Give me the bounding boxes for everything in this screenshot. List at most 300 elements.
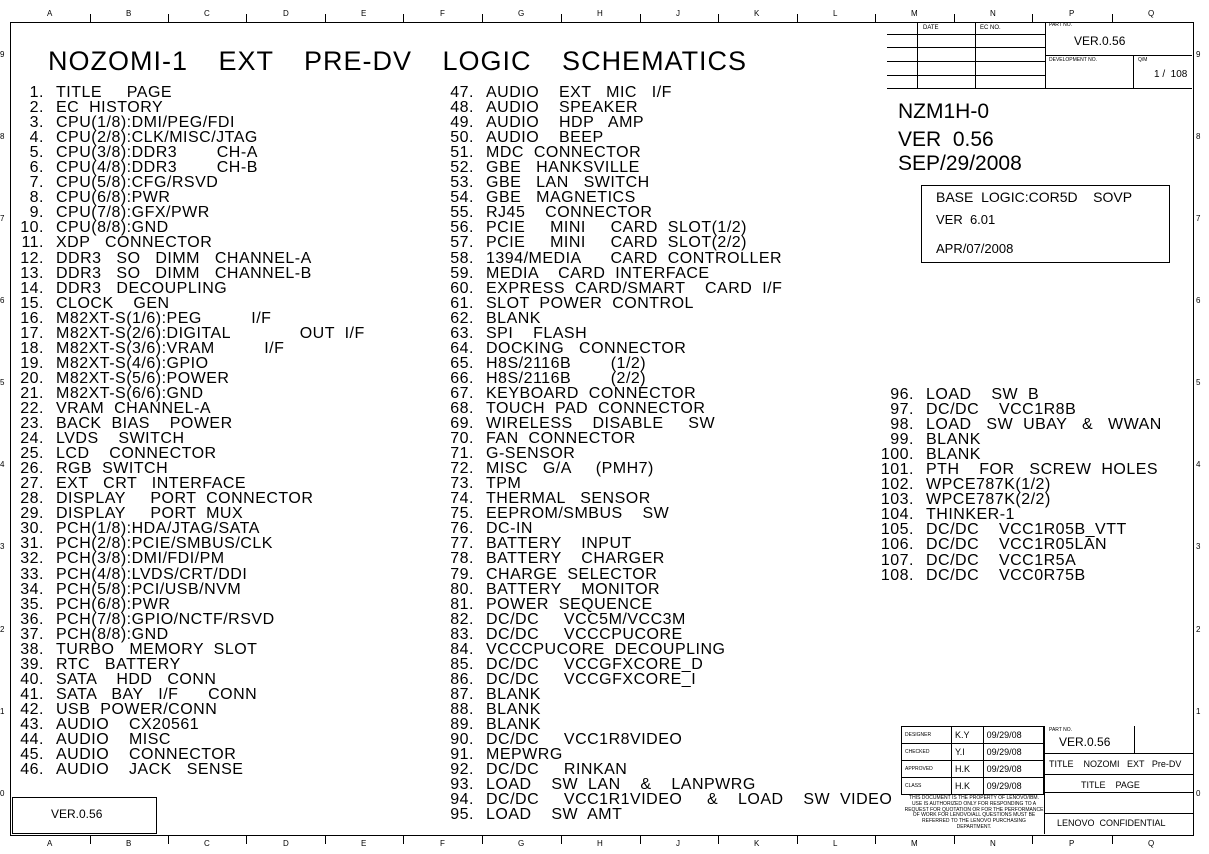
toc-entry-number: 11. bbox=[21, 234, 44, 252]
toc-entry-number: 14. bbox=[20, 279, 44, 297]
toc-entry-number: 32. bbox=[20, 550, 44, 568]
toc-entry-number: 24. bbox=[20, 430, 44, 448]
toc-entry-title: BATTERY MONITOR bbox=[486, 580, 661, 598]
toc-entry-title: VRAM CHANNEL-A bbox=[56, 399, 212, 417]
toc-entry bbox=[438, 807, 892, 822]
toc-entry-title: DC-IN bbox=[486, 520, 533, 538]
ec-header: EC NO. bbox=[980, 25, 1001, 31]
toc-entry-title: AUDIO CONNECTOR bbox=[56, 746, 237, 764]
toc-entry bbox=[870, 387, 1162, 402]
zone-row-label: 1 bbox=[0, 707, 5, 716]
toc-entry-number: 63. bbox=[450, 324, 474, 342]
toc-entry-title: CLOCK GEN bbox=[56, 294, 170, 312]
version-text: VER 0.56 bbox=[898, 128, 994, 151]
toc-entry bbox=[10, 446, 365, 461]
toc-entry bbox=[438, 386, 892, 401]
toc-entry bbox=[870, 522, 1162, 537]
toc-entry-title: DC/DC VCC1R05B_VTT bbox=[926, 521, 1127, 539]
zone-row-label: 7 bbox=[0, 214, 5, 223]
toc-entry-number: 44. bbox=[20, 731, 44, 749]
zone-row-label: 2 bbox=[1196, 625, 1201, 634]
toc-entry-title: TURBO MEMORY SLOT bbox=[56, 640, 258, 658]
toc-entry-number: 108. bbox=[880, 566, 914, 584]
toc-entry bbox=[438, 612, 892, 627]
toc-entry bbox=[10, 551, 365, 566]
toc-entry-title: M82XT-S(3/6):VRAM I/F bbox=[56, 339, 285, 357]
zone-tick bbox=[875, 836, 876, 844]
toc-entry-number: 46. bbox=[20, 761, 44, 779]
toc-entry bbox=[10, 582, 365, 597]
toc-entry-number: 38. bbox=[20, 640, 44, 658]
zone-column-label: B bbox=[126, 9, 132, 18]
toc-entry-title: PCH(1/8):HDA/JTAG/SATA bbox=[56, 520, 260, 538]
toc-entry-title: SATA HDD CONN bbox=[56, 670, 217, 688]
toc-entry-number: 4. bbox=[29, 129, 44, 147]
toc-entry-number: 95. bbox=[450, 806, 474, 824]
toc-entry bbox=[10, 476, 365, 491]
zone-tick bbox=[640, 14, 641, 22]
toc-entry-number: 69. bbox=[450, 415, 474, 433]
toc-entry-number: 96. bbox=[890, 386, 914, 403]
toc-entry-number: 39. bbox=[20, 655, 44, 673]
toc-entry-title: DC/DC RINKAN bbox=[486, 761, 628, 779]
toc-entry bbox=[10, 326, 365, 341]
toc-entry-title: BATTERY INPUT bbox=[486, 535, 632, 553]
toc-entry-number: 90. bbox=[450, 731, 474, 749]
zone-tick bbox=[90, 14, 91, 22]
zone-column-label: Q bbox=[1148, 9, 1155, 18]
zone-column-label: G bbox=[518, 839, 525, 848]
zone-tick bbox=[954, 836, 955, 844]
toc-entry-title: EEPROM/SMBUS SW bbox=[486, 505, 670, 523]
toc-entry-number: 29. bbox=[20, 505, 44, 523]
toc-entry bbox=[438, 341, 892, 356]
zone-tick bbox=[1032, 836, 1033, 844]
toc-entry-number: 77. bbox=[450, 535, 474, 553]
zone-columns-bottom bbox=[10, 836, 1194, 850]
toc-entry-number: 47. bbox=[450, 84, 474, 101]
zone-column-label: N bbox=[990, 839, 996, 848]
zone-tick bbox=[718, 14, 719, 22]
zone-columns-top bbox=[10, 6, 1194, 20]
toc-entry-title: CHARGE SELECTOR bbox=[486, 565, 658, 583]
date-header: DATE bbox=[923, 25, 939, 31]
toc-entry-title: VCCCPUCORE DECOUPLING bbox=[486, 640, 726, 658]
toc-entry bbox=[438, 642, 892, 657]
toc-entry bbox=[438, 777, 892, 792]
toc-entry-number: 105. bbox=[880, 521, 914, 539]
toc-entry-number: 81. bbox=[450, 595, 474, 613]
toc-entry bbox=[438, 371, 892, 386]
toc-entry-number: 75. bbox=[450, 505, 474, 523]
toc-entry-title: SATA BAY I/F CONN bbox=[56, 685, 258, 703]
toc-entry-number: 45. bbox=[20, 746, 44, 764]
zone-column-label: D bbox=[283, 839, 289, 848]
zone-row-label: 5 bbox=[0, 378, 5, 387]
toc-entry-number: 30. bbox=[20, 520, 44, 538]
dev-no-label: DEVELOPMENT NO. bbox=[1049, 57, 1097, 63]
toc-entry-title: DDR3 SO DIMM CHANNEL-A bbox=[56, 249, 312, 267]
approval-row bbox=[902, 744, 1044, 761]
zone-column-label: E bbox=[361, 839, 367, 848]
tb-title-page: TITLE PAGE bbox=[1081, 780, 1140, 790]
toc-entry bbox=[438, 311, 892, 326]
date-text: SEP/29/2008 bbox=[898, 152, 1022, 175]
zone-column-label: M bbox=[911, 839, 918, 848]
toc-entry-title: AUDIO MISC bbox=[56, 731, 171, 749]
toc-entry-title: PCIE MINI CARD SLOT(1/2) bbox=[486, 219, 747, 237]
toc-entry bbox=[438, 657, 892, 672]
toc-entry bbox=[10, 627, 365, 642]
toc-entry bbox=[438, 296, 892, 311]
tb-part-no-label: PART NO. bbox=[1049, 727, 1073, 733]
approval-name: H.K bbox=[951, 761, 983, 778]
toc-entry-number: 68. bbox=[450, 399, 474, 417]
toc-entry-number: 104. bbox=[880, 506, 914, 524]
toc-entry-title: DC/DC VCC1R5A bbox=[926, 551, 1077, 569]
toc-entry-number: 102. bbox=[880, 476, 914, 494]
zone-tick bbox=[718, 836, 719, 844]
approval-date: 09/29/08 bbox=[983, 727, 1043, 744]
toc-entry bbox=[438, 521, 892, 536]
toc-entry bbox=[870, 553, 1162, 568]
toc-entry-number: 103. bbox=[880, 491, 914, 509]
toc-entry bbox=[10, 416, 365, 431]
toc-entry-title: AUDIO JACK SENSE bbox=[56, 761, 244, 779]
toc-entry bbox=[870, 447, 1162, 462]
toc-entry bbox=[438, 446, 892, 461]
toc-entry-title: M82XT-S(4/6):GPIO bbox=[56, 354, 209, 372]
toc-entry-title: PCH(3/8):DMI/FDI/PM bbox=[56, 550, 225, 568]
toc-entry-title: FAN CONNECTOR bbox=[486, 430, 636, 448]
zone-tick bbox=[640, 836, 641, 844]
toc-entry-title: CPU(6/8):PWR bbox=[56, 189, 171, 207]
approval-role: APPROVED bbox=[902, 761, 952, 778]
toc-entry bbox=[438, 687, 892, 702]
zone-column-label: P bbox=[1069, 9, 1075, 18]
toc-entry bbox=[10, 702, 365, 717]
toc-entry-number: 93. bbox=[450, 776, 474, 794]
zone-tick bbox=[325, 14, 326, 22]
toc-entry bbox=[10, 190, 365, 205]
confidential-label: LENOVO CONFIDENTIAL bbox=[1057, 818, 1166, 828]
toc-entry bbox=[438, 266, 892, 281]
toc-entry bbox=[870, 462, 1162, 477]
zone-column-label: L bbox=[833, 9, 838, 18]
toc-entry bbox=[438, 702, 892, 717]
model-id: NZM1H-0 bbox=[898, 100, 990, 123]
version-box-text: VER.0.56 bbox=[51, 807, 103, 821]
zone-row-label: 3 bbox=[1196, 542, 1201, 551]
toc-entry bbox=[870, 507, 1162, 522]
toc-entry bbox=[10, 205, 365, 220]
toc-entry-number: 73. bbox=[450, 475, 474, 493]
toc-entry-title: CPU(4/8):DDR3 CH-B bbox=[56, 159, 258, 177]
zone-tick bbox=[90, 836, 91, 844]
toc-entry bbox=[438, 597, 892, 612]
version-box bbox=[12, 797, 157, 834]
toc-entry-number: 82. bbox=[450, 610, 474, 628]
toc-entry-title: MEPWRG bbox=[486, 746, 563, 764]
toc-column-3 bbox=[870, 387, 1162, 583]
qm-label: Q/M bbox=[1138, 57, 1148, 63]
toc-column-2 bbox=[438, 85, 892, 822]
toc-entry-number: 86. bbox=[450, 670, 474, 688]
toc-entry-title: DC/DC VCCGFXCORE_I bbox=[486, 670, 697, 688]
toc-entry-number: 52. bbox=[450, 159, 474, 177]
zone-row-label: 4 bbox=[0, 460, 5, 469]
toc-entry-number: 99. bbox=[890, 431, 914, 449]
toc-entry-number: 101. bbox=[880, 461, 914, 479]
toc-entry-number: 12. bbox=[20, 249, 44, 267]
toc-entry bbox=[870, 432, 1162, 447]
toc-entry-title: CPU(3/8):DDR3 CH-A bbox=[56, 144, 258, 162]
toc-entry-number: 67. bbox=[450, 384, 474, 402]
zone-column-label: L bbox=[833, 839, 838, 848]
toc-entry-title: CPU(1/8):DMI/PEG/FDI bbox=[56, 114, 235, 132]
approval-role: CHECKED bbox=[902, 744, 952, 761]
toc-entry-title: DC/DC VCCCPUCORE bbox=[486, 625, 683, 643]
toc-entry bbox=[438, 627, 892, 642]
toc-entry-title: BACK BIAS POWER bbox=[56, 415, 233, 433]
zone-column-label: P bbox=[1069, 839, 1075, 848]
zone-tick bbox=[797, 14, 798, 22]
toc-entry-title: DDR3 SO DIMM CHANNEL-B bbox=[56, 264, 312, 282]
toc-entry bbox=[438, 476, 892, 491]
approval-row bbox=[902, 727, 1044, 744]
toc-entry-title: THERMAL SENSOR bbox=[486, 490, 651, 508]
toc-entry bbox=[438, 85, 892, 100]
toc-entry-title: DC/DC VCC1R8VIDEO bbox=[486, 731, 683, 749]
approval-role: DESIGNER bbox=[902, 727, 952, 744]
toc-entry-number: 79. bbox=[450, 565, 474, 583]
toc-entry bbox=[10, 296, 365, 311]
toc-entry-title: EC HISTORY bbox=[56, 99, 164, 117]
toc-entry-title: SPI FLASH bbox=[486, 324, 588, 342]
toc-entry-title: LVDS SWITCH bbox=[56, 430, 185, 448]
toc-entry-title: WIRELESS DISABLE SW bbox=[486, 415, 716, 433]
toc-entry-number: 9. bbox=[29, 204, 44, 222]
toc-entry-number: 60. bbox=[450, 279, 474, 297]
toc-entry-number: 20. bbox=[20, 369, 44, 387]
approval-row bbox=[902, 778, 1044, 795]
toc-entry-title: MISC G/A (PMH7) bbox=[486, 460, 654, 478]
toc-entry-number: 43. bbox=[20, 715, 44, 733]
base-logic: BASE LOGIC:COR5D SOVP bbox=[936, 189, 1133, 205]
toc-entry-title: CPU(5/8):CFG/RSVD bbox=[56, 174, 219, 192]
toc-entry-number: 106. bbox=[880, 536, 914, 554]
toc-entry bbox=[10, 612, 365, 627]
toc-entry-number: 41. bbox=[20, 685, 44, 703]
toc-entry bbox=[10, 521, 365, 536]
toc-entry-number: 76. bbox=[450, 520, 474, 538]
toc-column-1 bbox=[10, 85, 365, 777]
toc-entry bbox=[438, 567, 892, 582]
toc-entry bbox=[438, 536, 892, 551]
toc-entry-title: DISPLAY PORT CONNECTOR bbox=[56, 490, 314, 508]
toc-entry bbox=[10, 100, 365, 115]
toc-entry-number: 70. bbox=[450, 430, 474, 448]
toc-entry-number: 91. bbox=[450, 746, 474, 764]
toc-entry-number: 6. bbox=[29, 159, 44, 177]
toc-entry-title: EXPRESS CARD/SMART CARD I/F bbox=[486, 279, 783, 297]
toc-entry bbox=[10, 506, 365, 521]
zone-tick bbox=[797, 836, 798, 844]
approval-date: 09/29/08 bbox=[983, 761, 1043, 778]
toc-entry-title: PTH FOR SCREW HOLES bbox=[926, 461, 1159, 479]
toc-entry-number: 36. bbox=[20, 610, 44, 628]
toc-entry bbox=[10, 371, 365, 386]
zone-row-label: 2 bbox=[0, 625, 5, 634]
toc-entry-number: 65. bbox=[450, 354, 474, 372]
toc-entry bbox=[438, 506, 892, 521]
toc-entry bbox=[10, 115, 365, 130]
toc-entry bbox=[10, 717, 365, 732]
toc-entry bbox=[10, 145, 365, 160]
toc-entry-number: 84. bbox=[450, 640, 474, 658]
toc-entry bbox=[10, 687, 365, 702]
toc-entry bbox=[10, 235, 365, 250]
toc-entry-number: 31. bbox=[20, 535, 44, 553]
base-version: VER 6.01 bbox=[936, 212, 996, 227]
toc-entry-number: 17. bbox=[20, 324, 44, 342]
toc-entry-number: 2. bbox=[29, 99, 44, 117]
toc-entry bbox=[870, 568, 1162, 583]
toc-entry-number: 83. bbox=[450, 625, 474, 643]
toc-entry-number: 61. bbox=[450, 294, 474, 312]
toc-entry-title: BLANK bbox=[486, 685, 541, 703]
toc-entry-number: 19. bbox=[20, 354, 44, 372]
zone-tick bbox=[1032, 14, 1033, 22]
toc-entry-number: 97. bbox=[890, 401, 914, 419]
toc-entry-number: 53. bbox=[450, 174, 474, 192]
toc-entry bbox=[10, 311, 365, 326]
toc-entry-number: 18. bbox=[20, 339, 44, 357]
zone-column-label: J bbox=[676, 839, 680, 848]
toc-entry-title: BLANK bbox=[486, 715, 541, 733]
toc-entry-number: 42. bbox=[20, 700, 44, 718]
toc-entry-number: 13. bbox=[20, 264, 44, 282]
toc-entry-number: 71. bbox=[450, 445, 474, 463]
toc-entry-title: DISPLAY PORT MUX bbox=[56, 505, 244, 523]
zone-row-label: 0 bbox=[0, 789, 5, 798]
zone-tick bbox=[246, 836, 247, 844]
toc-entry bbox=[10, 567, 365, 582]
toc-entry bbox=[438, 491, 892, 506]
toc-entry bbox=[10, 160, 365, 175]
approval-row bbox=[902, 761, 1044, 778]
toc-entry-title: LOAD SW LAN & LANPWRG bbox=[486, 776, 756, 794]
toc-entry-number: 56. bbox=[450, 219, 474, 237]
approval-date: 09/29/08 bbox=[983, 778, 1043, 795]
toc-entry-number: 107. bbox=[880, 551, 914, 569]
toc-entry bbox=[10, 281, 365, 296]
toc-entry-number: 57. bbox=[450, 234, 474, 252]
toc-entry-title: LOAD SW AMT bbox=[486, 806, 623, 824]
toc-entry bbox=[10, 657, 365, 672]
toc-entry-title: M82XT-S(2/6):DIGITAL OUT I/F bbox=[56, 324, 365, 342]
toc-entry-number: 51. bbox=[450, 144, 474, 162]
toc-entry bbox=[10, 220, 365, 235]
toc-entry-title: G-SENSOR bbox=[486, 445, 576, 463]
toc-entry bbox=[438, 220, 892, 235]
toc-entry-number: 58. bbox=[450, 249, 474, 267]
approval-date: 09/29/08 bbox=[983, 744, 1043, 761]
approval-name: H.K bbox=[951, 778, 983, 795]
zone-tick bbox=[403, 14, 404, 22]
toc-entry bbox=[438, 401, 892, 416]
zone-tick bbox=[482, 14, 483, 22]
toc-entry-title: SLOT POWER CONTROL bbox=[486, 294, 694, 312]
toc-entry-number: 80. bbox=[450, 580, 474, 598]
toc-entry-number: 72. bbox=[450, 460, 474, 478]
toc-entry-title: PCIE MINI CARD SLOT(2/2) bbox=[486, 234, 747, 252]
zone-column-label: A bbox=[47, 9, 53, 18]
toc-entry-number: 100. bbox=[880, 446, 914, 464]
toc-entry bbox=[438, 551, 892, 566]
property-notice: THIS DOCUMENT IS THE PROPERTY OF LENOVO/IBM. USE IS AUTHORIZED ONLY FOR RESPONDING TO A REQUEST FOR QUOTATION OR FOR THE PERFORMANCE OF WORK FOR LENOVO/ALL QUESTIONS MUST BE REFERRED TO THE LENOVO PURCHASING DEPARTMENT. bbox=[904, 795, 1044, 830]
toc-entry-number: 62. bbox=[450, 309, 474, 327]
toc-entry-number: 25. bbox=[20, 445, 44, 463]
toc-entry-number: 16. bbox=[20, 309, 44, 327]
toc-entry-number: 59. bbox=[450, 264, 474, 282]
toc-entry-title: M82XT-S(6/6):GND bbox=[56, 384, 204, 402]
toc-entry bbox=[10, 491, 365, 506]
approval-name: K.Y bbox=[951, 727, 983, 744]
toc-entry-title: LCD CONNECTOR bbox=[56, 445, 217, 463]
toc-entry-number: 26. bbox=[20, 460, 44, 478]
zone-row-label: 5 bbox=[1196, 378, 1201, 387]
toc-entry bbox=[438, 416, 892, 431]
toc-entry-number: 8. bbox=[29, 189, 44, 207]
toc-entry bbox=[10, 251, 365, 266]
toc-entry-title: H8S/2116B (2/2) bbox=[486, 369, 647, 387]
toc-entry bbox=[438, 792, 892, 807]
revision-block bbox=[887, 22, 1192, 89]
toc-entry-number: 15. bbox=[20, 294, 44, 312]
toc-entry-number: 55. bbox=[450, 204, 474, 222]
toc-entry-title: DC/DC VCC0R75B bbox=[926, 566, 1086, 584]
toc-entry bbox=[438, 251, 892, 266]
toc-entry-number: 33. bbox=[20, 565, 44, 583]
toc-entry-title: USB POWER/CONN bbox=[56, 700, 218, 718]
toc-entry bbox=[438, 762, 892, 777]
toc-entry-title: BLANK bbox=[926, 431, 981, 449]
toc-entry-number: 40. bbox=[20, 670, 44, 688]
toc-entry-number: 7. bbox=[29, 174, 44, 192]
toc-entry bbox=[10, 266, 365, 281]
toc-entry-title: CPU(2/8):CLK/MISC/JTAG bbox=[56, 129, 258, 147]
zone-column-label: Q bbox=[1148, 839, 1155, 848]
toc-entry bbox=[10, 642, 365, 657]
toc-entry bbox=[438, 326, 892, 341]
toc-entry-title: BLANK bbox=[486, 700, 541, 718]
toc-entry bbox=[870, 477, 1162, 492]
zone-column-label: C bbox=[204, 839, 210, 848]
zone-row-label: 6 bbox=[1196, 296, 1201, 305]
base-logic-box bbox=[921, 185, 1170, 263]
toc-entry-title: M82XT-S(5/6):POWER bbox=[56, 369, 230, 387]
zone-column-label: A bbox=[47, 839, 53, 848]
toc-entry-number: 27. bbox=[20, 475, 44, 493]
zone-row-label: 9 bbox=[1196, 50, 1201, 59]
toc-entry-title: GBE LAN SWITCH bbox=[486, 174, 650, 192]
zone-column-label: H bbox=[597, 839, 603, 848]
zone-column-label: E bbox=[361, 9, 367, 18]
toc-entry-title: THINKER-1 bbox=[926, 506, 1015, 524]
zone-column-label: D bbox=[283, 9, 289, 18]
toc-entry bbox=[870, 417, 1162, 432]
